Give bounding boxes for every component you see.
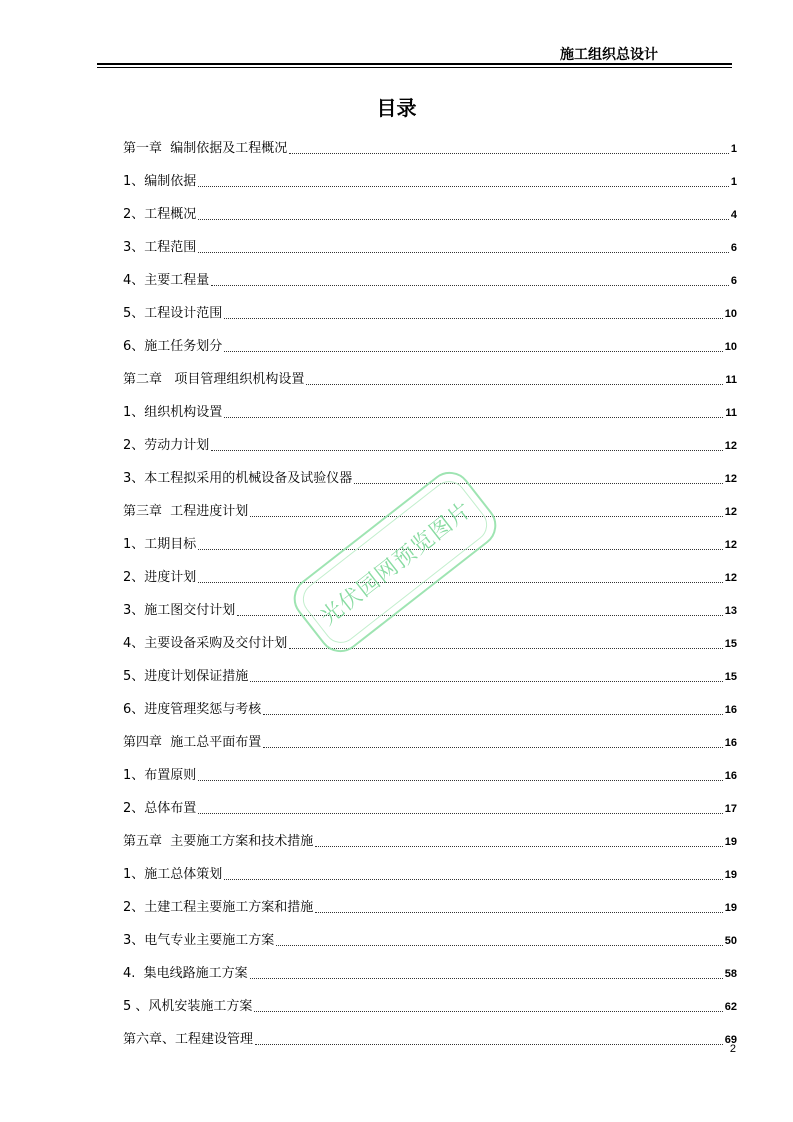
dot-leader [224,879,722,880]
toc-entry[interactable] [123,260,737,293]
dot-leader [250,681,722,682]
toc-entry[interactable] [123,590,737,623]
toc-entry-page: 4 [730,209,737,221]
toc-entry-page: 58 [724,968,737,980]
dot-leader [315,846,722,847]
toc-entry-page: 15 [724,671,737,683]
toc-entry-page: 16 [724,704,737,716]
dot-leader [315,912,722,913]
toc-entry[interactable] [123,788,737,821]
toc-entry-page: 10 [724,308,737,320]
dot-leader [198,780,722,781]
watermark-text: 光伏园网预览图片 [316,497,477,631]
toc-entry-text: 2、进度计划 [123,570,197,585]
toc-entry-page: 11 [725,374,737,386]
toc-entry[interactable] [123,689,737,722]
toc-entry-text: 2、工程概况 [123,207,197,222]
toc-entry-page: 10 [724,341,737,353]
dot-leader [198,582,722,583]
dot-leader [224,351,722,352]
toc-entry[interactable] [123,656,737,689]
toc-entry[interactable] [123,722,737,755]
toc-entry-text: 第二章 项目管理组织机构设置 [123,372,305,387]
toc-entry[interactable] [123,161,737,194]
toc-entry-page: 50 [724,935,737,947]
dot-leader [198,219,729,220]
dot-leader [354,483,722,484]
toc-entry-text: 6、进度管理奖惩与考核 [123,702,262,717]
dot-leader [224,417,723,418]
dot-leader [250,978,723,979]
toc-entry-page: 6 [730,242,737,254]
toc-entry[interactable] [123,128,737,161]
toc-entry-text: 5 、风机安装施工方案 [123,999,253,1014]
toc-entry-text: 2、土建工程主要施工方案和措施 [123,900,314,915]
toc-entry[interactable] [123,1019,737,1052]
dot-leader [306,384,723,385]
dot-leader [276,945,722,946]
dot-leader [211,450,722,451]
toc-entry-page: 16 [724,737,737,749]
toc-entry-page: 13 [724,605,737,617]
toc-entry[interactable] [123,920,737,953]
dot-leader [211,285,729,286]
toc-entry-page: 15 [724,638,737,650]
toc-entry-text: 2、总体布置 [123,801,197,816]
toc-entry[interactable] [123,326,737,359]
toc-entry-text: 4、主要设备采购及交付计划 [123,636,288,651]
toc-entry[interactable] [123,194,737,227]
dot-leader [255,1044,723,1045]
toc-entry-page: 12 [724,473,737,485]
toc-title: 目录 [376,96,417,120]
header-title: 施工组织总设计 [560,47,658,63]
toc-entry[interactable] [123,623,737,656]
toc-entry-text: 3、施工图交付计划 [123,603,236,618]
table-of-contents [123,128,737,1052]
toc-entry[interactable] [123,227,737,260]
toc-entry-text: 5、工程设计范围 [123,306,223,321]
toc-entry-text: 3、电气专业主要施工方案 [123,933,275,948]
toc-entry-text: 5、进度计划保证措施 [123,669,249,684]
page-number: 2 [729,1043,736,1055]
toc-entry-text: 6、施工任务划分 [123,339,223,354]
toc-entry-text: 3、本工程拟采用的机械设备及试验仪器 [123,471,353,486]
toc-entry[interactable] [123,854,737,887]
toc-entry[interactable] [123,953,737,986]
toc-entry-text: 第四章 施工总平面布置 [123,735,262,750]
header-rule-thin [97,67,732,68]
toc-entry-page: 17 [724,803,737,815]
dot-leader [263,747,722,748]
toc-entry[interactable] [123,359,737,392]
toc-entry-text: 4. 集电线路施工方案 [123,966,248,981]
toc-entry-page: 12 [724,506,737,518]
toc-entry-text: 1、布置原则 [123,768,197,783]
dot-leader [289,153,729,154]
dot-leader [198,252,729,253]
toc-entry-text: 第一章 编制依据及工程概况 [123,141,288,156]
toc-entry-text: 2、劳动力计划 [123,438,210,453]
toc-entry-text: 4、主要工程量 [123,273,210,288]
toc-entry[interactable] [123,986,737,1019]
toc-entry[interactable] [123,755,737,788]
dot-leader [289,648,722,649]
toc-entry-page: 19 [724,836,737,848]
header-rule [97,63,732,65]
toc-entry[interactable] [123,821,737,854]
toc-entry-page: 1 [730,176,737,188]
toc-entry-text: 3、工程范围 [123,240,197,255]
toc-entry-page: 11 [725,407,737,419]
toc-entry-text: 第六章、工程建设管理 [123,1032,254,1047]
toc-entry-page: 16 [724,770,737,782]
toc-entry[interactable] [123,293,737,326]
toc-entry-page: 12 [724,440,737,452]
toc-entry-text: 1、工期目标 [123,537,197,552]
toc-entry-page: 12 [724,539,737,551]
toc-entry-text: 1、施工总体策划 [123,867,223,882]
toc-entry[interactable] [123,392,737,425]
toc-entry[interactable] [123,887,737,920]
toc-entry-page: 12 [724,572,737,584]
toc-entry-page: 1 [730,143,737,155]
dot-leader [198,813,722,814]
toc-entry-text: 1、编制依据 [123,174,197,189]
toc-entry-page: 19 [724,902,737,914]
toc-entry-page: 19 [724,869,737,881]
toc-entry-page: 69 [724,1034,737,1046]
toc-entry-text: 第三章 工程进度计划 [123,504,249,519]
toc-entry[interactable] [123,425,737,458]
toc-entry-text: 第五章 主要施工方案和技术措施 [123,834,314,849]
dot-leader [263,714,722,715]
dot-leader [224,318,722,319]
toc-entry-text: 1、组织机构设置 [123,405,223,420]
toc-entry-page: 62 [724,1001,737,1013]
dot-leader [254,1011,722,1012]
toc-entry-page: 6 [730,275,737,287]
dot-leader [198,186,729,187]
